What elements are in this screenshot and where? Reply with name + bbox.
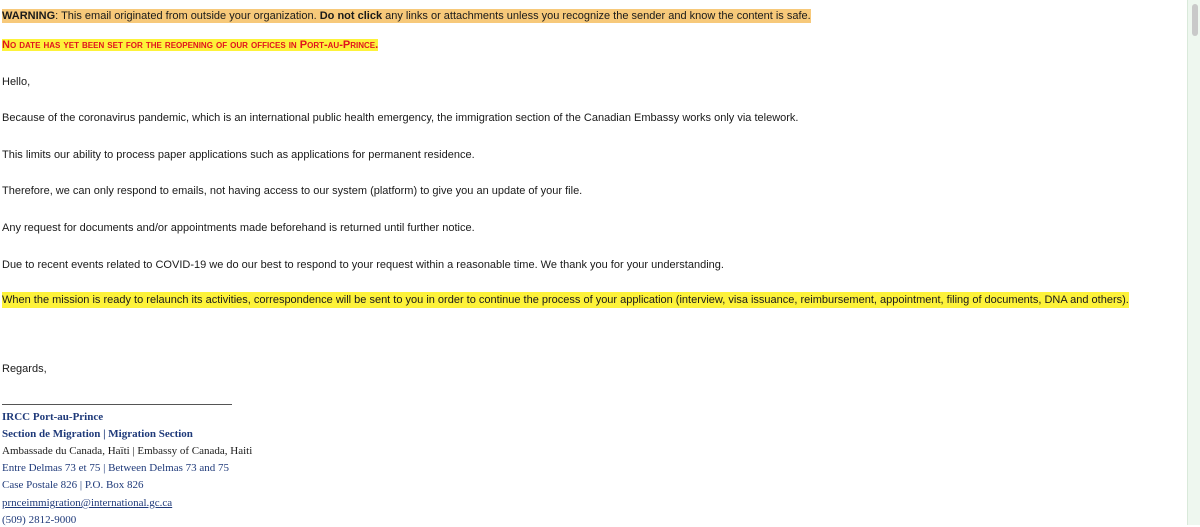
closing: Regards, [2,363,47,375]
signature-address: Entre Delmas 73 et 75 | Between Delmas 73 and 75 [2,462,230,474]
paragraph-6-highlighted [2,290,1177,310]
signature-embassy: Ambassade du Canada, Haïti | Embassy of Canada, Haiti [2,445,253,457]
signature-org: IRCC Port-au-Prince [2,411,104,423]
paragraph-3: Therefore, we can only respond to emails, not having access to our system (platform) to give you an update of your file. [2,185,583,197]
warning-highlight [2,9,811,23]
notice-text: No date has yet been set for the reopening of our offices in Port-au-Prince. [2,39,379,51]
paragraph-4: Any request for documents and/or appointments made beforehand is returned until further notice. [2,222,475,234]
paragraph-2: This limits our ability to process paper applications such as applications for permanent residence. [2,149,475,161]
signature-divider [2,404,232,405]
office-reopening-notice [2,38,378,52]
paragraph-5: Due to recent events related to COVID-19 we do our best to respond to your request within a reasonable time. We thank you for your understanding. [2,259,724,271]
signature-section: Section de Migration | Migration Section [2,428,193,440]
scrollbar-thumb[interactable] [1192,4,1198,36]
signature-email-link[interactable]: prnceimmigration@international.gc.ca [2,497,173,509]
warning-text-2: any links or attachments unless you recognize the sender and know the content is safe. [382,10,811,22]
vertical-scrollbar[interactable] [1187,0,1200,525]
signature-phone: (509) 2812-9000 [2,514,77,526]
paragraph-1: Because of the coronavirus pandemic, which is an international public health emergency, the immigration section of the Canadian Embassy works only via telework. [2,112,799,124]
warning-text-1: : This email originated from outside your organization. [55,10,320,22]
greeting: Hello, [2,76,31,88]
external-warning-banner [2,8,811,24]
paragraph-6-text: When the mission is ready to relaunch its activities, correspondence will be sent to you in order to continue the process of your application (interview, visa issuance, reimbursement, appointment, filing of documents, DNA and others). [2,294,1129,306]
warning-prefix: WARNING [2,10,56,22]
warning-bold: Do not click [319,10,383,22]
signature-postal: Case Postale 826 | P.O. Box 826 [2,479,144,491]
